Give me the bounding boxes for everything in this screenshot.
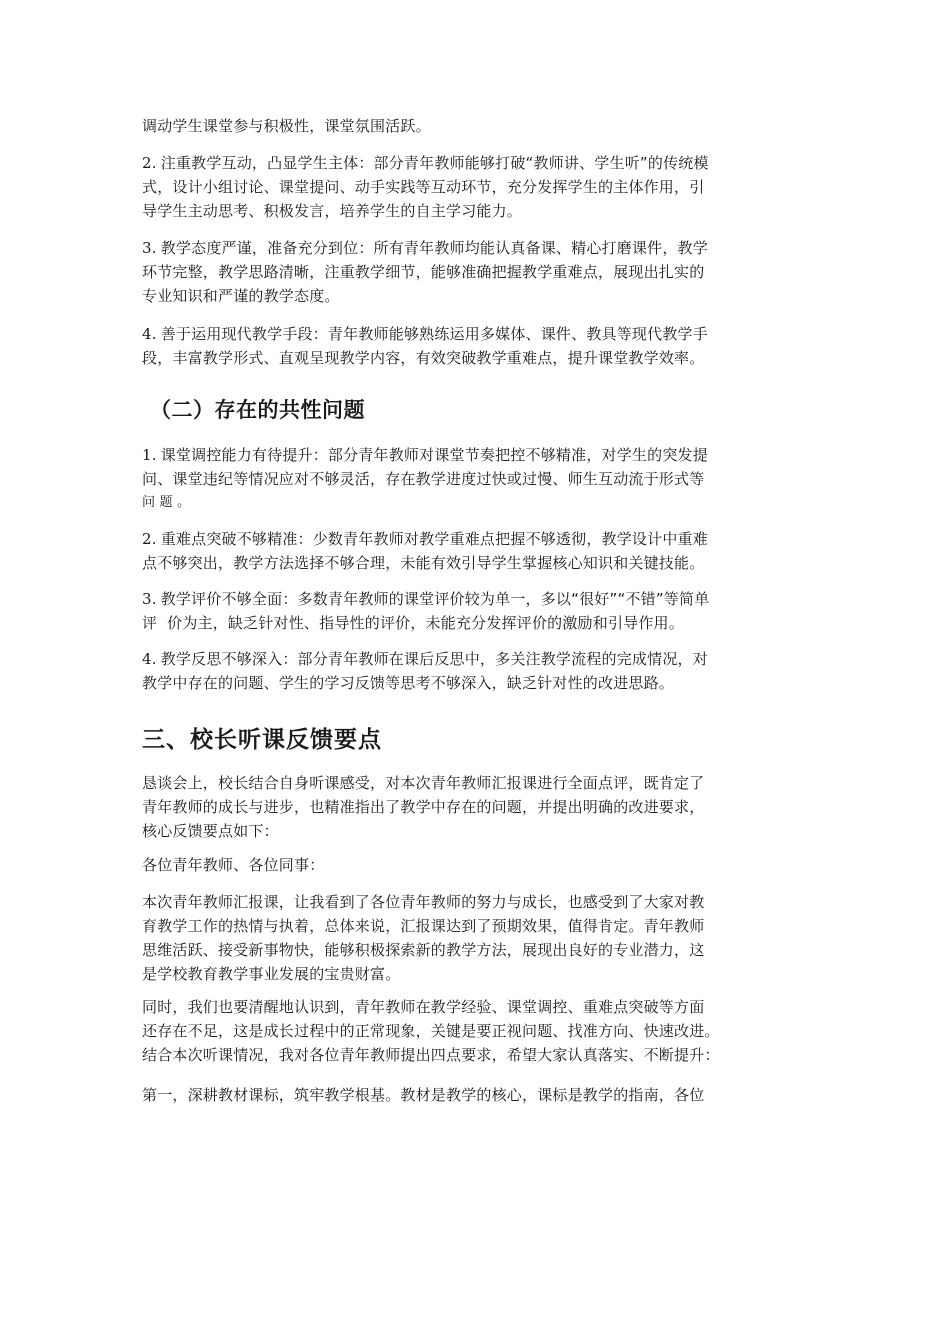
problem-item-3 — [142, 587, 822, 635]
text-line: 导学生主动思考、积极发言，培养学生的自主学习能力。 — [142, 202, 523, 220]
item-number: 2. — [142, 530, 157, 548]
speech-paragraph-2 — [142, 995, 822, 1067]
text-line: 3. 教学评价不够全面：多数青年教师的课堂评价较为单一，多以“很好”“不错”等简单 — [142, 590, 710, 608]
text-line: 专业知识和严谨的教学态度。 — [142, 287, 340, 305]
text-line: 第一，深耕教材课标，筑牢教学根基。教材是教学的核心，课标是教学的指南，各位 — [142, 1086, 705, 1104]
item-number: 1. — [142, 446, 157, 464]
text-line: 育教学工作的热情与执着，总体来说，汇报课达到了预期效果，值得肯定。青年教师 — [142, 917, 705, 935]
text-line: 青年教师的成长与进步，也精准指出了教学中存在的问题，并提出明确的改进要求， — [142, 798, 705, 816]
speech-paragraph-3 — [142, 1083, 822, 1107]
strength-item-4 — [142, 322, 822, 370]
item-number: 3. — [142, 590, 157, 608]
text-line: 结合本次听课情况，我对各位青年教师提出四点要求，希望大家认真落实、不断提升： — [142, 1046, 720, 1064]
text-line: 思维活跃、接受新事物快，能够积极探索新的教学方法，展现出良好的专业潜力，这 — [142, 941, 705, 959]
text-line: 问、课堂违纪等情况应对不够灵活，存在教学进度过快或过慢、师生互动流于形式等 — [142, 470, 705, 488]
strength-item-2 — [142, 151, 822, 223]
problem-item-4 — [142, 647, 822, 695]
text-line: 评 价为主，缺乏针对性、指导性的评价，未能充分发挥评价的激励和引导作用。 — [142, 614, 684, 632]
text-line: 4. 教学反思不够深入：部分青年教师在课后反思中，多关注教学流程的完成情况，对 — [142, 650, 708, 668]
intro-paragraph — [142, 771, 822, 843]
text-line: 式，设计小组讨论、课堂提问、动手实践等互动环节，充分发挥学生的主体作用，引 — [142, 178, 705, 196]
text-line: 是学校教育教学事业发展的宝贵财富。 — [142, 965, 401, 983]
speech-paragraph-1 — [142, 890, 822, 986]
text-line: 恳谈会上，校长结合自身听课感受，对本次青年教师汇报课进行全面点评，既肯定了 — [142, 774, 705, 792]
item-number: 4. — [142, 325, 157, 343]
text-line: 2. 重难点突破不够精准：少数青年教师对教学重难点把握不够透彻，教学设计中重难 — [142, 530, 708, 548]
text-line: 核心反馈要点如下： — [142, 822, 279, 840]
problem-item-2 — [142, 527, 822, 575]
paragraph-top — [142, 114, 822, 138]
text-line: 1. 课堂调控能力有待提升：部分青年教师对课堂节奏把控不够精准，对学生的突发提 — [142, 446, 708, 464]
text-line: 本次青年教师汇报课，让我看到了各位青年教师的努力与成长，也感受到了大家对教 — [142, 893, 705, 911]
text-line: 段，丰富教学形式、直观呈现教学内容，有效突破教学重难点，提升课堂教学效率。 — [142, 349, 705, 367]
greeting — [142, 853, 822, 877]
text-line: 调动学生课堂参与积极性，课堂氛围活跃。 — [142, 117, 431, 135]
text-line: 还存在不足，这是成长过程中的正常现象，关键是要正视问题、找准方向、快速改进。 — [142, 1022, 720, 1040]
item-number: 4. — [142, 650, 157, 668]
text-line: 同时，我们也要清醒地认识到，青年教师在教学经验、课堂调控、重难点突破等方面 — [142, 998, 705, 1016]
text-line: 教学中存在的问题、学生的学习反馈等思考不够深入，缺乏针对性的改进思路。 — [142, 674, 675, 692]
text-line: 点不够突出，教学方法选择不够合理，未能有效引导学生掌握核心知识和关键技能。 — [142, 554, 705, 572]
text-line: 环节完整，教学思路清晰，注重教学细节，能够准确把握教学重难点，展现出扎实的 — [142, 263, 705, 281]
item-number: 2. — [142, 154, 157, 172]
text-line: 问 题 。 — [142, 495, 191, 510]
problem-item-1 — [142, 443, 822, 515]
subheading-common-problems: （二）存在的共性问题 — [150, 398, 365, 422]
strength-item-3 — [142, 236, 822, 308]
section-heading-principal-feedback: 三、校长听课反馈要点 — [142, 727, 382, 753]
text-line: 各位青年教师、各位同事： — [142, 856, 325, 874]
text-line: 2. 注重教学互动，凸显学生主体：部分青年教师能够打破“教师讲、学生听”的传统模 — [142, 154, 709, 172]
text-line: 3. 教学态度严谨，准备充分到位：所有青年教师均能认真备课、精心打磨课件，教学 — [142, 239, 708, 257]
item-number: 3. — [142, 239, 157, 257]
text-line: 4. 善于运用现代教学手段：青年教师能够熟练运用多媒体、课件、教具等现代教学手 — [142, 325, 708, 343]
